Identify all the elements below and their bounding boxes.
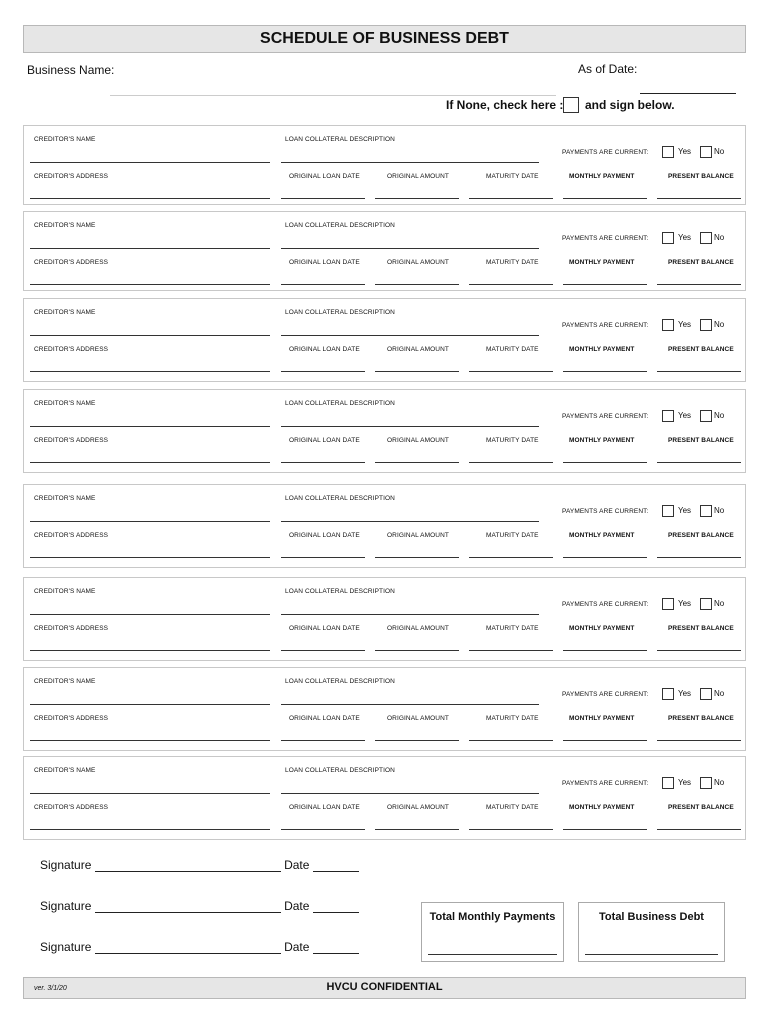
monthly-payment-label: MONTHLY PAYMENT: [569, 259, 635, 266]
monthly-payment-label: MONTHLY PAYMENT: [569, 346, 635, 353]
payments-current-label: PAYMENTS ARE CURRENT:: [562, 780, 649, 787]
payments-current-options: [662, 231, 728, 245]
payments-current-label: PAYMENTS ARE CURRENT:: [562, 508, 649, 515]
original-amount-field[interactable]: [375, 357, 459, 372]
original-loan-date-label: ORIGINAL LOAN DATE: [289, 173, 360, 180]
monthly-payment-field[interactable]: [563, 815, 647, 830]
payments-current-options: [662, 145, 728, 159]
collateral-field[interactable]: [281, 321, 539, 336]
debt-entry: [23, 577, 746, 661]
debt-entry: [23, 211, 746, 291]
monthly-payment-label: MONTHLY PAYMENT: [569, 437, 635, 444]
business-name-field[interactable]: [110, 81, 556, 96]
yes-checkbox[interactable]: [662, 688, 674, 700]
payments-current-options: [662, 597, 728, 611]
no-checkbox[interactable]: [700, 777, 712, 789]
maturity-date-field[interactable]: [469, 357, 553, 372]
signature-row-2: [40, 898, 359, 913]
no-label: No: [714, 147, 725, 156]
no-checkbox[interactable]: [700, 232, 712, 244]
original-amount-field[interactable]: [375, 543, 459, 558]
creditor-name-label: CREDITOR'S NAME: [34, 136, 96, 143]
collateral-label: LOAN COLLATERAL DESCRIPTION: [285, 767, 395, 774]
signature-field[interactable]: [95, 857, 281, 872]
present-balance-label: PRESENT BALANCE: [668, 173, 734, 180]
original-amount-field[interactable]: [375, 726, 459, 741]
date-field[interactable]: [313, 939, 359, 954]
yes-label: Yes: [678, 689, 692, 698]
original-loan-date-label: ORIGINAL LOAN DATE: [289, 437, 360, 444]
yes-checkbox[interactable]: [662, 777, 674, 789]
signature-row-3: [40, 939, 359, 954]
collateral-label: LOAN COLLATERAL DESCRIPTION: [285, 222, 395, 229]
payments-current-options: [662, 409, 728, 423]
page-title: SCHEDULE OF BUSINESS DEBT: [23, 25, 746, 53]
payments-current-label: PAYMENTS ARE CURRENT:: [562, 691, 649, 698]
payments-current-label: PAYMENTS ARE CURRENT:: [562, 601, 649, 608]
signature-field[interactable]: [95, 898, 281, 913]
monthly-payment-label: MONTHLY PAYMENT: [569, 715, 635, 722]
date-label: Date: [284, 858, 310, 872]
creditor-name-label: CREDITOR'S NAME: [34, 678, 96, 685]
none-checkbox[interactable]: [563, 97, 579, 113]
maturity-date-label: MATURITY DATE: [486, 532, 539, 539]
creditor-name-label: CREDITOR'S NAME: [34, 222, 96, 229]
original-amount-label: ORIGINAL AMOUNT: [387, 532, 449, 539]
monthly-payment-label: MONTHLY PAYMENT: [569, 804, 635, 811]
monthly-payment-field[interactable]: [563, 726, 647, 741]
no-label: No: [714, 506, 725, 515]
collateral-field[interactable]: [281, 234, 539, 249]
maturity-date-field[interactable]: [469, 815, 553, 830]
yes-label: Yes: [678, 506, 692, 515]
collateral-label: LOAN COLLATERAL DESCRIPTION: [285, 136, 395, 143]
present-balance-field[interactable]: [657, 815, 741, 830]
creditor-address-field[interactable]: [30, 270, 270, 285]
original-amount-field[interactable]: [375, 636, 459, 651]
maturity-date-field[interactable]: [469, 636, 553, 651]
original-loan-date-field[interactable]: [281, 448, 365, 463]
collateral-field[interactable]: [281, 412, 539, 427]
maturity-date-field[interactable]: [469, 726, 553, 741]
present-balance-label: PRESENT BALANCE: [668, 625, 734, 632]
maturity-date-label: MATURITY DATE: [486, 804, 539, 811]
creditor-name-label: CREDITOR'S NAME: [34, 495, 96, 502]
total-monthly-payments-field[interactable]: [428, 954, 557, 955]
original-loan-date-label: ORIGINAL LOAN DATE: [289, 346, 360, 353]
payments-current-label: PAYMENTS ARE CURRENT:: [562, 322, 649, 329]
monthly-payment-label: MONTHLY PAYMENT: [569, 532, 635, 539]
payments-current-options: [662, 504, 728, 518]
yes-checkbox[interactable]: [662, 410, 674, 422]
monthly-payment-label: MONTHLY PAYMENT: [569, 625, 635, 632]
no-label: No: [714, 411, 725, 420]
creditor-address-label: CREDITOR'S ADDRESS: [34, 804, 109, 811]
monthly-payment-field[interactable]: [563, 270, 647, 285]
present-balance-field[interactable]: [657, 636, 741, 651]
maturity-date-label: MATURITY DATE: [486, 625, 539, 632]
present-balance-field[interactable]: [657, 726, 741, 741]
original-amount-label: ORIGINAL AMOUNT: [387, 804, 449, 811]
creditor-address-field[interactable]: [30, 184, 270, 199]
monthly-payment-label: MONTHLY PAYMENT: [569, 173, 635, 180]
maturity-date-field[interactable]: [469, 543, 553, 558]
if-none-label: If None, check here :: [446, 98, 564, 112]
original-loan-date-field[interactable]: [281, 815, 365, 830]
present-balance-label: PRESENT BALANCE: [668, 437, 734, 444]
maturity-date-field[interactable]: [469, 270, 553, 285]
maturity-date-field[interactable]: [469, 448, 553, 463]
creditor-address-label: CREDITOR'S ADDRESS: [34, 173, 109, 180]
no-checkbox[interactable]: [700, 146, 712, 158]
creditor-name-field[interactable]: [30, 779, 270, 794]
signature-row-1: [40, 857, 359, 872]
creditor-address-label: CREDITOR'S ADDRESS: [34, 532, 109, 539]
original-loan-date-field[interactable]: [281, 636, 365, 651]
creditor-name-field[interactable]: [30, 690, 270, 705]
monthly-payment-field[interactable]: [563, 357, 647, 372]
creditor-name-field[interactable]: [30, 148, 270, 163]
monthly-payment-field[interactable]: [563, 543, 647, 558]
original-amount-field[interactable]: [375, 270, 459, 285]
maturity-date-field[interactable]: [469, 184, 553, 199]
sign-below-label: and sign below.: [585, 98, 675, 112]
yes-label: Yes: [678, 411, 692, 420]
creditor-name-field[interactable]: [30, 321, 270, 336]
no-checkbox[interactable]: [700, 598, 712, 610]
yes-checkbox[interactable]: [662, 146, 674, 158]
date-field[interactable]: [313, 857, 359, 872]
maturity-date-label: MATURITY DATE: [486, 259, 539, 266]
creditor-address-field[interactable]: [30, 357, 270, 372]
debt-entry: [23, 125, 746, 205]
original-loan-date-label: ORIGINAL LOAN DATE: [289, 259, 360, 266]
business-name-label: Business Name:: [27, 63, 115, 77]
payments-current-label: PAYMENTS ARE CURRENT:: [562, 235, 649, 242]
yes-label: Yes: [678, 147, 692, 156]
original-amount-field[interactable]: [375, 815, 459, 830]
maturity-date-label: MATURITY DATE: [486, 715, 539, 722]
debt-entry: [23, 484, 746, 568]
original-loan-date-label: ORIGINAL LOAN DATE: [289, 625, 360, 632]
confidential-label: HVCU CONFIDENTIAL: [326, 981, 443, 993]
original-loan-date-field[interactable]: [281, 726, 365, 741]
creditor-address-label: CREDITOR'S ADDRESS: [34, 715, 109, 722]
payments-current-label: PAYMENTS ARE CURRENT:: [562, 149, 649, 156]
total-monthly-payments-box: [421, 902, 564, 962]
creditor-name-label: CREDITOR'S NAME: [34, 588, 96, 595]
no-label: No: [714, 689, 725, 698]
original-amount-field[interactable]: [375, 448, 459, 463]
no-label: No: [714, 233, 725, 242]
collateral-label: LOAN COLLATERAL DESCRIPTION: [285, 495, 395, 502]
present-balance-label: PRESENT BALANCE: [668, 804, 734, 811]
creditor-address-label: CREDITOR'S ADDRESS: [34, 437, 109, 444]
yes-checkbox[interactable]: [662, 505, 674, 517]
original-loan-date-label: ORIGINAL LOAN DATE: [289, 804, 360, 811]
collateral-field[interactable]: [281, 507, 539, 522]
signature-field[interactable]: [95, 939, 281, 954]
no-label: No: [714, 778, 725, 787]
collateral-field[interactable]: [281, 600, 539, 615]
as-of-date-label: As of Date:: [578, 62, 638, 76]
present-balance-field[interactable]: [657, 270, 741, 285]
maturity-date-label: MATURITY DATE: [486, 437, 539, 444]
monthly-payment-field[interactable]: [563, 184, 647, 199]
creditor-address-field[interactable]: [30, 636, 270, 651]
signature-label: Signature: [40, 899, 92, 913]
present-balance-field[interactable]: [657, 448, 741, 463]
maturity-date-label: MATURITY DATE: [486, 346, 539, 353]
as-of-date-field[interactable]: [640, 79, 736, 94]
original-amount-label: ORIGINAL AMOUNT: [387, 625, 449, 632]
no-checkbox[interactable]: [700, 688, 712, 700]
creditor-address-label: CREDITOR'S ADDRESS: [34, 346, 109, 353]
yes-checkbox[interactable]: [662, 319, 674, 331]
yes-checkbox[interactable]: [662, 598, 674, 610]
debt-entry: [23, 389, 746, 473]
collateral-field[interactable]: [281, 779, 539, 794]
collateral-label: LOAN COLLATERAL DESCRIPTION: [285, 678, 395, 685]
original-amount-field[interactable]: [375, 184, 459, 199]
original-loan-date-field[interactable]: [281, 184, 365, 199]
original-loan-date-label: ORIGINAL LOAN DATE: [289, 532, 360, 539]
no-label: No: [714, 320, 725, 329]
original-amount-label: ORIGINAL AMOUNT: [387, 346, 449, 353]
no-checkbox[interactable]: [700, 410, 712, 422]
creditor-name-field[interactable]: [30, 234, 270, 249]
creditor-name-label: CREDITOR'S NAME: [34, 767, 96, 774]
collateral-label: LOAN COLLATERAL DESCRIPTION: [285, 588, 395, 595]
present-balance-label: PRESENT BALANCE: [668, 532, 734, 539]
original-amount-label: ORIGINAL AMOUNT: [387, 173, 449, 180]
payments-current-options: [662, 318, 728, 332]
creditor-name-label: CREDITOR'S NAME: [34, 400, 96, 407]
present-balance-field[interactable]: [657, 357, 741, 372]
payments-current-label: PAYMENTS ARE CURRENT:: [562, 413, 649, 420]
creditor-address-field[interactable]: [30, 815, 270, 830]
date-label: Date: [284, 899, 310, 913]
total-monthly-payments-label: Total Monthly Payments: [429, 911, 556, 923]
payments-current-options: [662, 776, 728, 790]
no-checkbox[interactable]: [700, 505, 712, 517]
date-field[interactable]: [313, 898, 359, 913]
debt-entry: [23, 298, 746, 382]
total-business-debt-field[interactable]: [585, 954, 718, 955]
collateral-label: LOAN COLLATERAL DESCRIPTION: [285, 309, 395, 316]
no-label: No: [714, 599, 725, 608]
total-business-debt-label: Total Business Debt: [599, 911, 704, 923]
original-amount-label: ORIGINAL AMOUNT: [387, 715, 449, 722]
no-checkbox[interactable]: [700, 319, 712, 331]
original-amount-label: ORIGINAL AMOUNT: [387, 437, 449, 444]
present-balance-field[interactable]: [657, 543, 741, 558]
creditor-address-field[interactable]: [30, 726, 270, 741]
original-loan-date-field[interactable]: [281, 543, 365, 558]
original-loan-date-field[interactable]: [281, 270, 365, 285]
monthly-payment-field[interactable]: [563, 636, 647, 651]
original-loan-date-field[interactable]: [281, 357, 365, 372]
date-label: Date: [284, 940, 310, 954]
original-loan-date-label: ORIGINAL LOAN DATE: [289, 715, 360, 722]
creditor-name-field[interactable]: [30, 600, 270, 615]
yes-label: Yes: [678, 233, 692, 242]
creditor-name-field[interactable]: [30, 412, 270, 427]
collateral-label: LOAN COLLATERAL DESCRIPTION: [285, 400, 395, 407]
debt-entry: [23, 667, 746, 751]
collateral-field[interactable]: [281, 148, 539, 163]
payments-current-options: [662, 687, 728, 701]
yes-checkbox[interactable]: [662, 232, 674, 244]
maturity-date-label: MATURITY DATE: [486, 173, 539, 180]
creditor-name-field[interactable]: [30, 507, 270, 522]
creditor-name-label: CREDITOR'S NAME: [34, 309, 96, 316]
creditor-address-field[interactable]: [30, 448, 270, 463]
present-balance-label: PRESENT BALANCE: [668, 259, 734, 266]
footer: [23, 977, 746, 999]
version-label: ver. 3/1/20: [34, 985, 67, 992]
present-balance-label: PRESENT BALANCE: [668, 346, 734, 353]
yes-label: Yes: [678, 320, 692, 329]
yes-label: Yes: [678, 599, 692, 608]
creditor-address-field[interactable]: [30, 543, 270, 558]
monthly-payment-field[interactable]: [563, 448, 647, 463]
debt-entry: [23, 756, 746, 840]
signature-label: Signature: [40, 858, 92, 872]
collateral-field[interactable]: [281, 690, 539, 705]
original-amount-label: ORIGINAL AMOUNT: [387, 259, 449, 266]
creditor-address-label: CREDITOR'S ADDRESS: [34, 259, 109, 266]
yes-label: Yes: [678, 778, 692, 787]
creditor-address-label: CREDITOR'S ADDRESS: [34, 625, 109, 632]
present-balance-label: PRESENT BALANCE: [668, 715, 734, 722]
present-balance-field[interactable]: [657, 184, 741, 199]
signature-label: Signature: [40, 940, 92, 954]
total-business-debt-box: [578, 902, 725, 962]
